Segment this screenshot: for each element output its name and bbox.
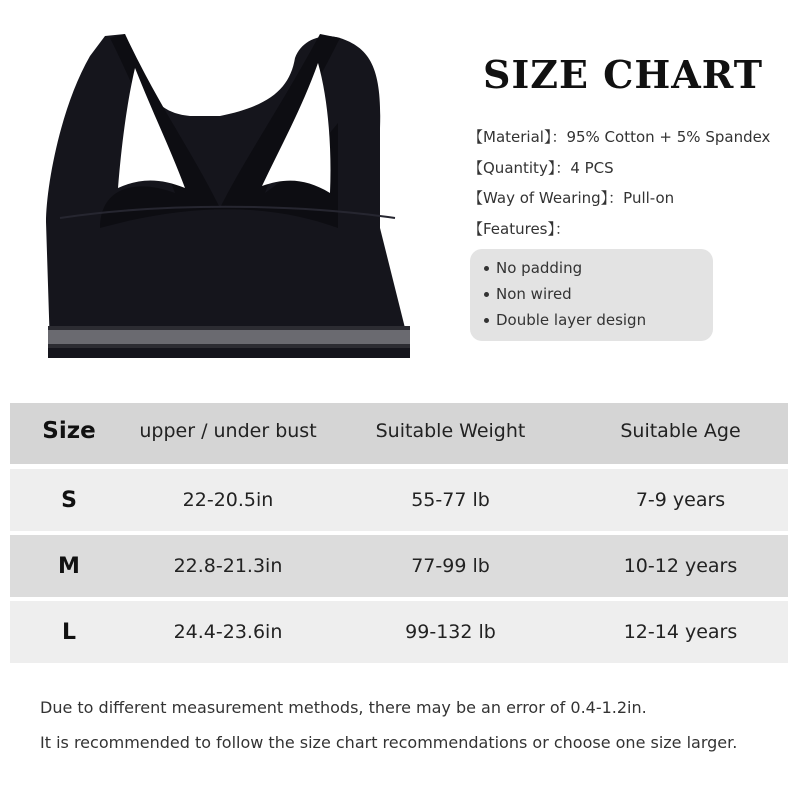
header-weight: Suitable Weight [375, 419, 526, 442]
spec-quantity-label: 【Quantity】： [468, 159, 571, 177]
cell-size: M [58, 553, 80, 579]
feature-item: Non wired [496, 283, 713, 309]
header-bust: upper / under bust [139, 419, 317, 442]
cell-weight: 55-77 lb [411, 489, 490, 511]
note-recommendation: It is recommended to follow the size chart recommendations or choose one size larger. [40, 733, 738, 752]
note-measurement: Due to different measurement methods, there may be an error of 0.4-1.2in. [40, 698, 647, 717]
spec-wearing-label: 【Way of Wearing】： [468, 189, 624, 207]
spec-wearing [468, 187, 674, 208]
table-row [10, 601, 788, 663]
table-header-row [10, 403, 788, 464]
size-table [10, 403, 788, 667]
cell-age: 7-9 years [635, 489, 726, 511]
spec-quantity-value: 4 PCS [570, 159, 614, 177]
page-title: SIZE CHART [483, 52, 763, 97]
spec-features [468, 218, 570, 239]
feature-item: Double layer design [496, 309, 713, 335]
cell-bust: 24.4-23.6in [173, 621, 283, 643]
features-list [470, 257, 713, 335]
cell-weight: 77-99 lb [411, 555, 490, 577]
spec-material [468, 126, 770, 147]
spec-material-value: 95% Cotton + 5% Spandex [566, 128, 771, 146]
cell-bust: 22.8-21.3in [173, 555, 283, 577]
cell-bust: 22-20.5in [182, 489, 274, 511]
spec-quantity [468, 157, 614, 178]
features-box [470, 249, 713, 341]
cell-size: S [61, 487, 77, 513]
table-row [10, 535, 788, 597]
cell-age: 10-12 years [623, 555, 738, 577]
header-age: Suitable Age [620, 419, 741, 442]
product-image [40, 28, 420, 368]
spec-material-label: 【Material】： [468, 128, 567, 146]
table-row [10, 469, 788, 531]
feature-item: No padding [496, 257, 713, 283]
cell-weight: 99-132 lb [405, 621, 496, 643]
spec-features-label: 【Features】： [468, 220, 570, 238]
cell-age: 12-14 years [623, 621, 738, 643]
cell-size: L [61, 619, 77, 645]
spec-wearing-value: Pull-on [623, 189, 675, 207]
header-size: Size [42, 417, 96, 444]
